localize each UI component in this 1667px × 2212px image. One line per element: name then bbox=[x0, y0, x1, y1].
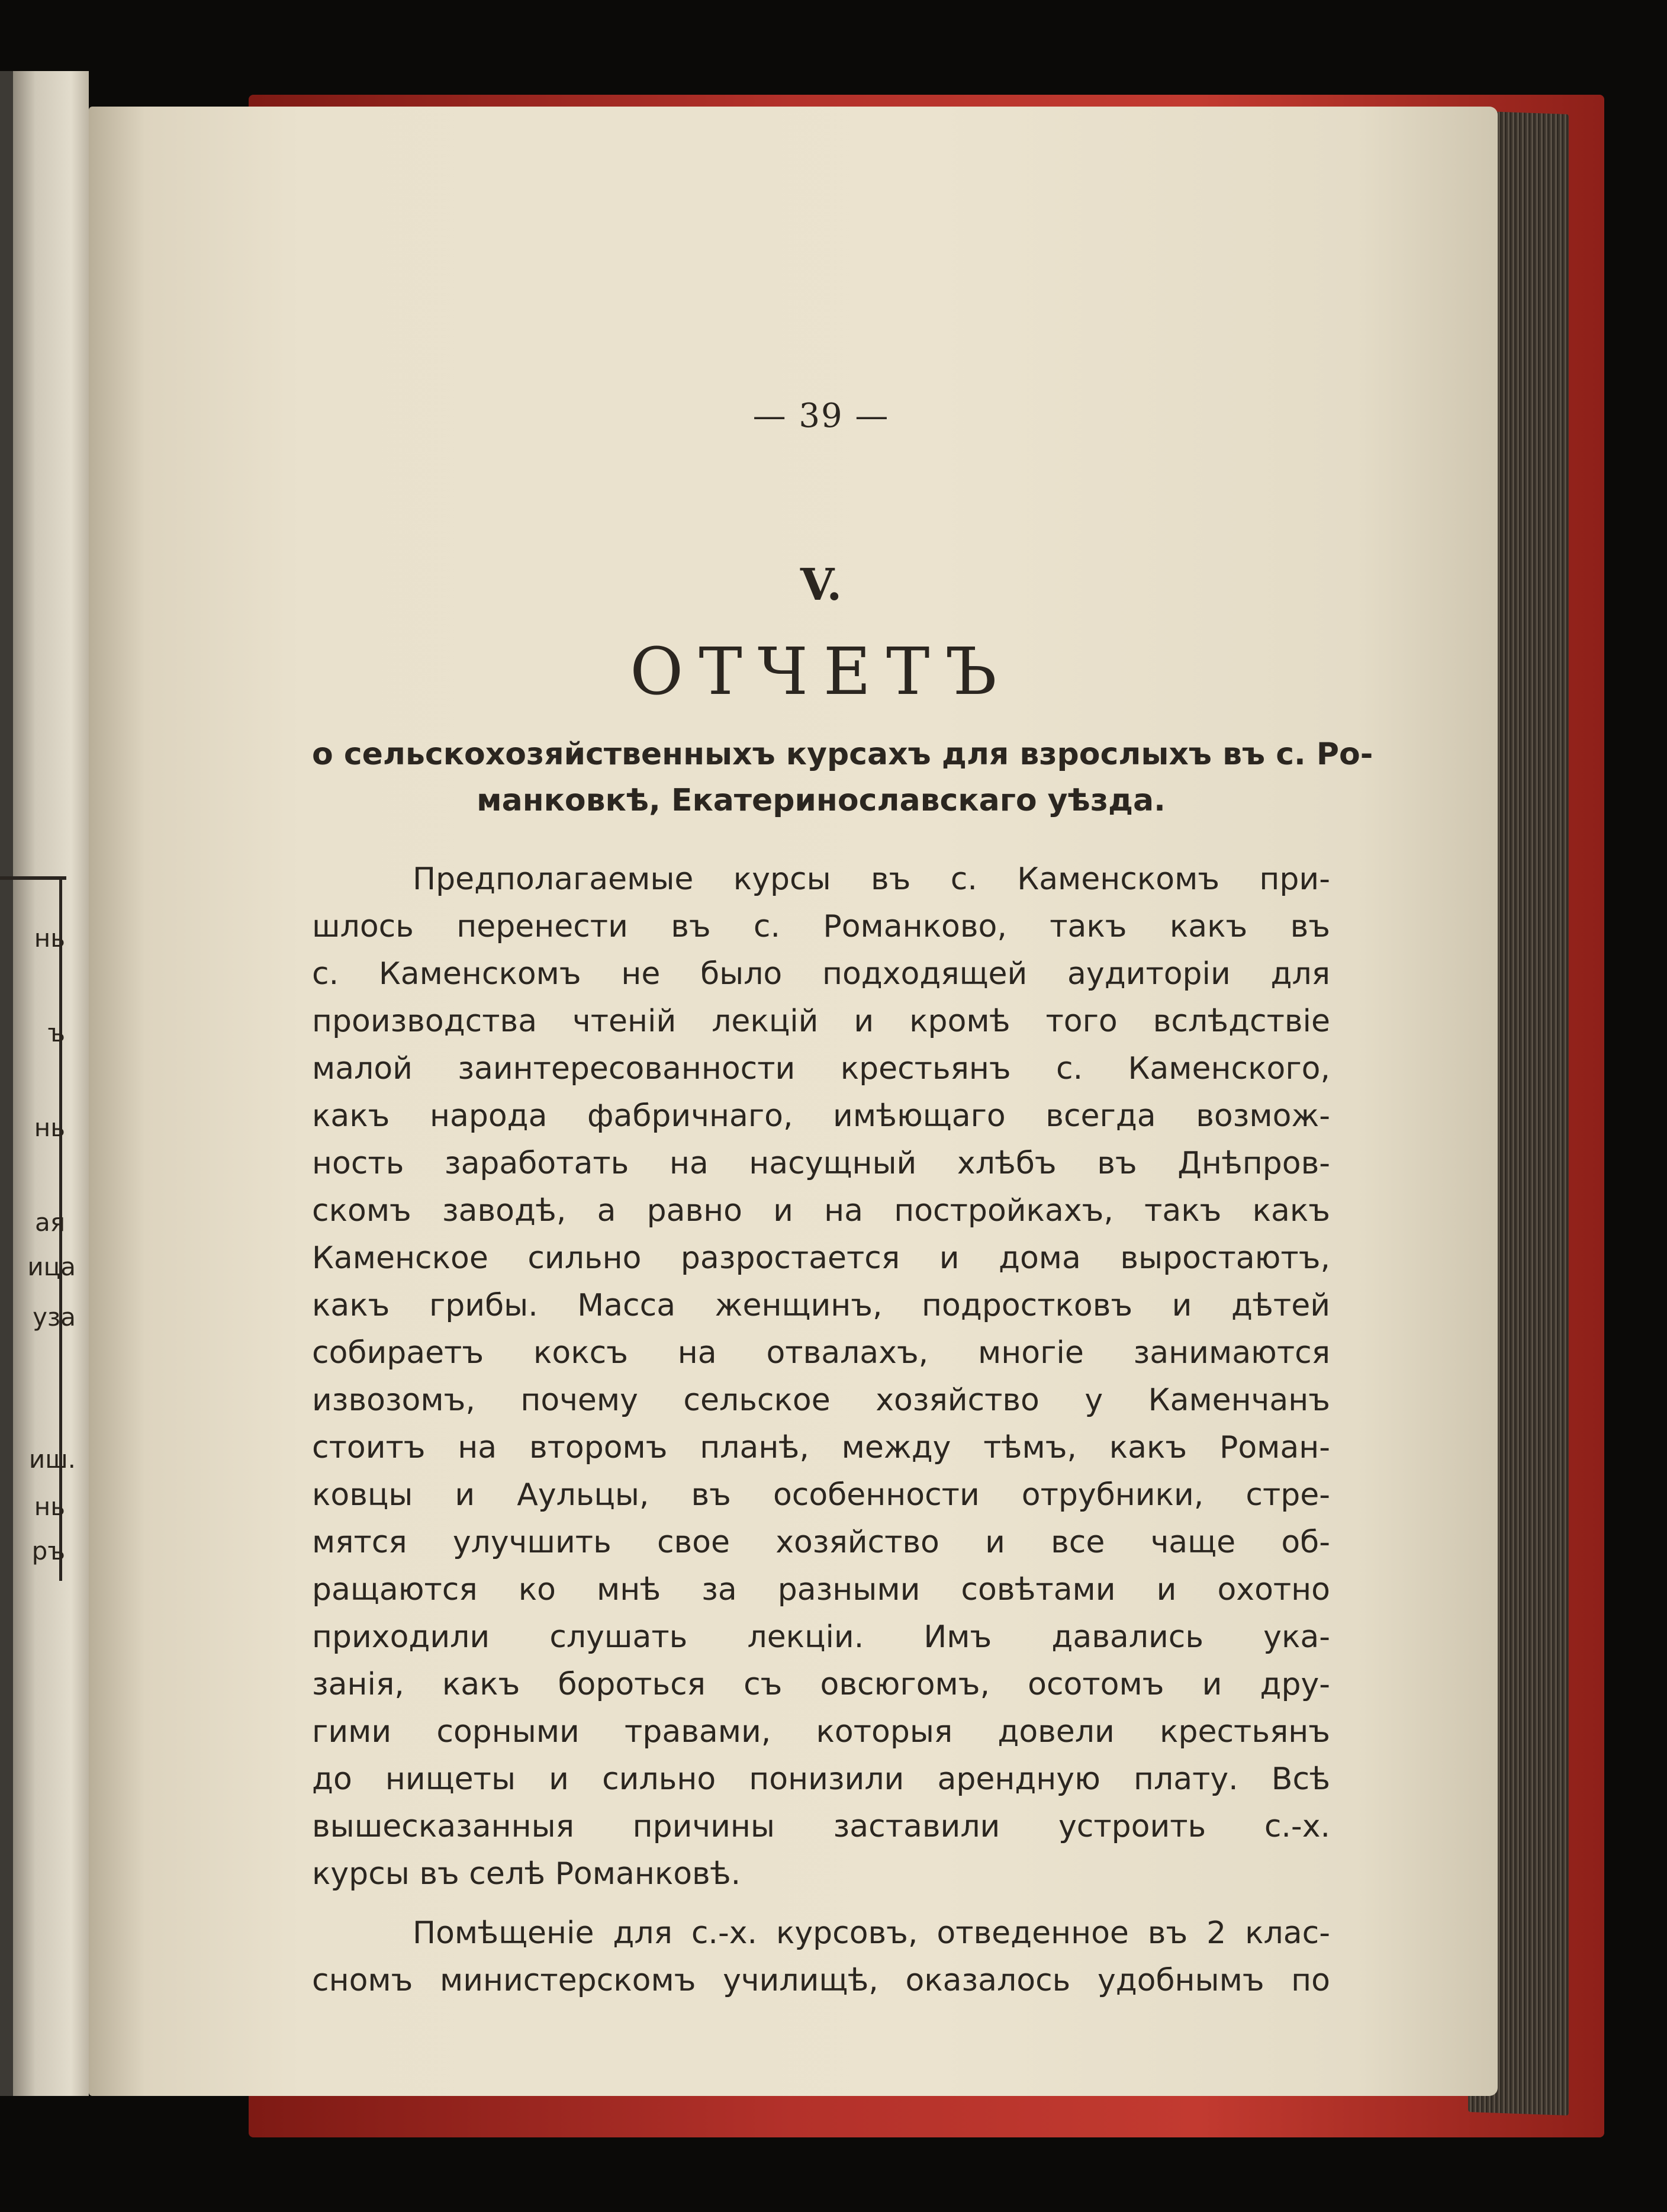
text-line: с. Каменскомъ не было подходящей аудиторіи для bbox=[312, 956, 1330, 992]
page-number: — 39 — bbox=[752, 397, 890, 435]
fragment-text: ая bbox=[34, 1208, 65, 1237]
text-line: вышесказанныя причины заставили устроить с.-х. bbox=[312, 1809, 1330, 1844]
fragment-text: ръ bbox=[31, 1536, 65, 1565]
text-line: малой заинтересованности крестьянъ с. Каменского, bbox=[312, 1051, 1330, 1086]
fragment-text: нь bbox=[34, 1113, 65, 1142]
text-line: ность заработать на насущный хлѣбъ въ Днѣпров- bbox=[312, 1146, 1330, 1181]
subtitle-line: о сельскохозяйственныхъ курсахъ для взрослыхъ въ с. Ро- bbox=[312, 737, 1373, 772]
previous-page-binding bbox=[0, 71, 13, 2096]
report-title: ОТЧЕТЪ bbox=[630, 634, 1012, 709]
fragment-text: нь bbox=[34, 1492, 65, 1521]
fragment-text: уза bbox=[33, 1303, 76, 1332]
text-line: Каменское сильно разростается и дома выростаютъ, bbox=[312, 1240, 1330, 1276]
text-line: гими сорными травами, которыя довели крестьянъ bbox=[312, 1714, 1330, 1750]
fragment-text: ъ bbox=[47, 1018, 65, 1047]
report-subtitle bbox=[312, 731, 1373, 824]
book-page bbox=[89, 107, 1498, 2096]
text-line: ращаются ко мнѣ за разными совѣтами и охотно bbox=[312, 1572, 1330, 1607]
text-line: Помѣщеніе для с.-х. курсовъ, отведенное въ 2 клас- bbox=[413, 1915, 1330, 1951]
text-line: собираетъ коксъ на отвалахъ, многіе занимаются bbox=[312, 1335, 1330, 1371]
text-line: приходили слушать лекціи. Имъ давались ука- bbox=[312, 1619, 1330, 1655]
text-line: мятся улучшить свое хозяйство и все чаще об- bbox=[312, 1525, 1330, 1560]
text-line: курсы въ селѣ Романковѣ. bbox=[312, 1856, 741, 1892]
fragment-text: нь bbox=[34, 924, 65, 953]
text-line: до нищеты и сильно понизили арендную плату. Всѣ bbox=[312, 1761, 1330, 1797]
text-line: ковцы и Аульцы, въ особенности отрубники, стре- bbox=[312, 1477, 1330, 1513]
subtitle-line: манковкѣ, Екатеринославскаго уѣзда. bbox=[477, 783, 1166, 818]
text-line: сномъ министерскомъ училищѣ, оказалось удобнымъ по bbox=[312, 1963, 1330, 1998]
report-body bbox=[312, 856, 1330, 2004]
section-numeral: V. bbox=[800, 560, 842, 610]
text-line: шлось перенести въ с. Романково, такъ какъ въ bbox=[312, 909, 1330, 944]
text-line: занія, какъ бороться съ овсюгомъ, осотомъ и дру- bbox=[312, 1667, 1330, 1702]
text-line: извозомъ, почему сельское хозяйство у Каменчанъ bbox=[312, 1382, 1330, 1418]
previous-page-table-rule bbox=[0, 876, 66, 880]
text-line: стоитъ на второмъ планѣ, между тѣмъ, какъ Роман- bbox=[312, 1430, 1330, 1465]
fragment-text: ица bbox=[27, 1252, 76, 1281]
text-line: скомъ заводѣ, а равно и на постройкахъ, такъ какъ bbox=[312, 1193, 1330, 1229]
text-line: какъ народа фабричнаго, имѣющаго всегда возмож- bbox=[312, 1098, 1330, 1134]
previous-page bbox=[0, 71, 89, 2096]
text-line: Предполагаемые курсы въ с. Каменскомъ при- bbox=[413, 861, 1330, 897]
text-line: производства чтеній лекцій и кромѣ того вслѣдствіе bbox=[312, 1004, 1330, 1039]
fragment-text: иш. bbox=[28, 1445, 76, 1474]
text-line: какъ грибы. Масса женщинъ, подростковъ и дѣтей bbox=[312, 1288, 1330, 1323]
